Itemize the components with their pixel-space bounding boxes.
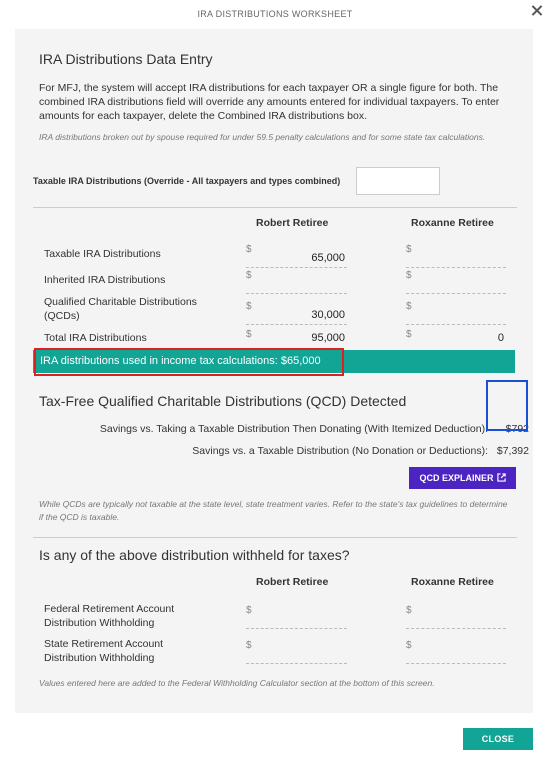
column-head-taxpayer1: Robert Retiree: [256, 576, 329, 588]
column-head-taxpayer2: Roxanne Retiree: [411, 217, 494, 229]
data-entry-heading: IRA Distributions Data Entry: [39, 51, 213, 67]
currency-symbol: $: [246, 329, 252, 340]
qcd-t2-field[interactable]: [406, 301, 506, 325]
field-value: 65,000: [311, 252, 345, 264]
inherited-t1-field[interactable]: [246, 270, 347, 294]
savings-itemized-value: $792: [505, 423, 529, 435]
external-link-icon: [497, 468, 506, 490]
qcd-explainer-label: QCD EXPLAINER: [419, 473, 494, 483]
field-value: 0: [497, 332, 504, 344]
taxable-t2-field[interactable]: [406, 244, 506, 268]
qcd-heading: Tax-Free Qualified Charitable Distributions (QCD) Detected: [39, 393, 407, 409]
income-tax-text: IRA distributions used in income tax calculations: $65,000: [40, 355, 321, 367]
currency-symbol: $: [246, 301, 252, 312]
currency-symbol: $: [406, 301, 412, 312]
divider: [33, 537, 517, 538]
field-value: 95,000: [311, 332, 345, 344]
highlight-box-blue: [486, 380, 528, 431]
savings-no-donation-label: Savings vs. a Taxable Distribution (No Donation or Deductions):: [192, 445, 488, 457]
currency-symbol: $: [246, 270, 252, 281]
data-entry-intro: For MFJ, the system will accept IRA distributions for each taxpayer OR a single figure for both. The combined IRA distributions field will override any amounts entered for individual taxpayers. To enter amounts for each taxpayer, delete the Combined IRA distributions box.: [39, 82, 500, 122]
qcd-note: While QCDs are typically not taxable at the state level, state treatment varies. Refer to the state's tax guidelines to determine if the QCD is taxable.: [39, 499, 508, 522]
currency-symbol: $: [406, 640, 412, 651]
qcd-t1-field[interactable]: [246, 301, 347, 325]
state-withholding-t1-field[interactable]: [246, 640, 347, 664]
row-label-federal-withholding: Federal Retirement Account Distribution Withholding: [44, 603, 175, 629]
currency-symbol: $: [246, 640, 252, 651]
row-label-total: Total IRA Distributions: [44, 332, 147, 344]
currency-symbol: $: [406, 244, 412, 255]
qcd-explainer-button[interactable]: [409, 467, 516, 489]
highlight-box-red: [34, 348, 344, 376]
state-withholding-t2-field[interactable]: [406, 640, 506, 664]
savings-itemized-label: Savings vs. Taking a Taxable Distribution Then Donating (With Itemized Deduction):: [99, 423, 488, 435]
close-icon[interactable]: [530, 4, 544, 18]
federal-withholding-t2-field[interactable]: [406, 605, 506, 629]
row-label-taxable: Taxable IRA Distributions: [44, 248, 161, 260]
withholding-heading: Is any of the above distribution withheld for taxes?: [39, 547, 350, 563]
divider: [33, 207, 517, 208]
withholding-note: Values entered here are added to the Federal Withholding Calculator section at the bottom of this screen.: [39, 678, 435, 688]
field-value: 30,000: [311, 309, 345, 321]
taxable-t1-field[interactable]: [246, 244, 347, 268]
column-head-taxpayer2: Roxanne Retiree: [411, 576, 494, 588]
column-head-taxpayer1: Robert Retiree: [256, 217, 329, 229]
currency-symbol: $: [406, 270, 412, 281]
close-button[interactable]: CLOSE: [463, 728, 533, 750]
worksheet-panel: [15, 29, 533, 713]
override-input[interactable]: [356, 167, 440, 195]
modal-title: IRA DISTRIBUTIONS WORKSHEET: [197, 9, 353, 19]
row-label-state-withholding: State Retirement Account Distribution Withholding: [44, 638, 164, 664]
inherited-t2-field[interactable]: [406, 270, 506, 294]
federal-withholding-t1-field[interactable]: [246, 605, 347, 629]
currency-symbol: $: [406, 329, 412, 340]
currency-symbol: $: [406, 605, 412, 616]
data-entry-note: IRA distributions broken out by spouse required for under 59.5 penalty calculations and for some state tax calculations.: [39, 132, 486, 142]
row-label-inherited: Inherited IRA Distributions: [44, 274, 166, 286]
currency-symbol: $: [246, 244, 252, 255]
row-label-qcd: Qualified Charitable Distributions (QCDs): [44, 296, 197, 322]
currency-symbol: $: [246, 605, 252, 616]
override-label: Taxable IRA Distributions (Override - All taxpayers and types combined): [33, 176, 341, 186]
savings-no-donation-value: $7,392: [496, 445, 529, 457]
